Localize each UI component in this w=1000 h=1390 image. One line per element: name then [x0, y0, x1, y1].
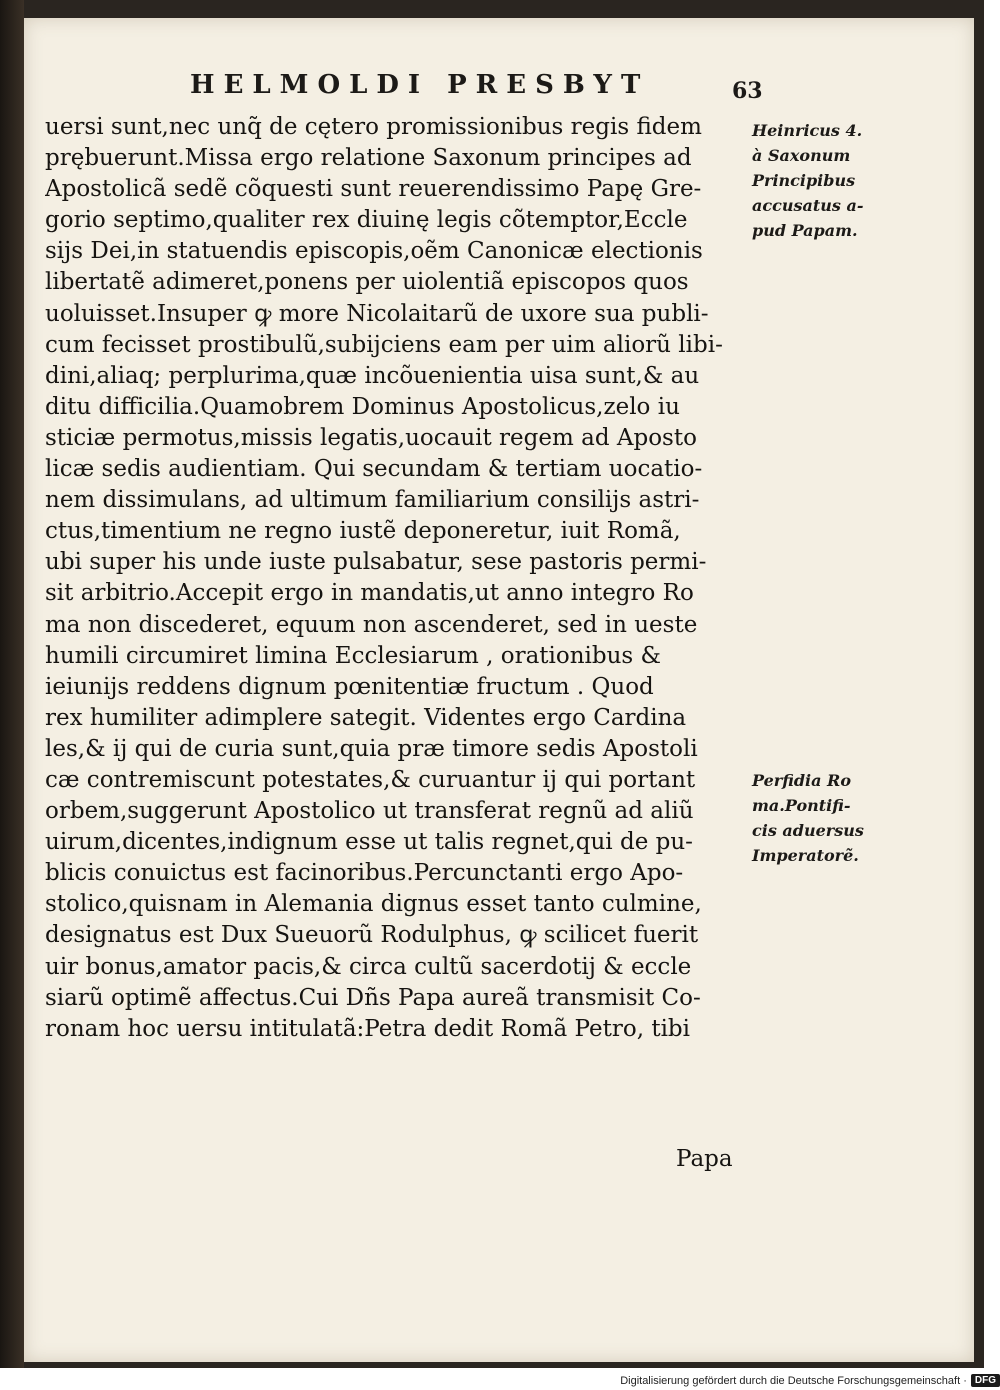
- catchword: Papa: [676, 1146, 733, 1172]
- marginal-note: [752, 768, 902, 868]
- dfg-logo: DFG: [971, 1374, 1000, 1387]
- text-line: ubi super his unde iuste pulsabatur, sese pastoris permi-: [45, 549, 707, 576]
- running-head: HELMOLDI PRESBYT: [190, 70, 650, 100]
- marginal-note-line: à Saxonum: [752, 146, 851, 165]
- marginal-note-line: Principibus: [752, 171, 856, 190]
- footer-bar: Digitalisierung gefördert durch die Deutsche Forschungsgemeinschaft · DFG: [600, 1371, 1000, 1390]
- text-line: siarũ optimẽ affectus.Cui Dñs Papa aureã transmisit Co-: [45, 984, 701, 1011]
- marginal-note-line: Heinricus 4.: [752, 121, 863, 140]
- text-line: nem dissimulans, ad ultimum familiarium consilijs astri-: [45, 487, 700, 514]
- marginal-note: [752, 118, 902, 243]
- text-line: ctus,timentium ne regno iustẽ deponeretur, iuit Romã,: [45, 518, 681, 545]
- text-line: cum fecisset prostibulũ,subijciens eam per uim aliorũ libi-: [45, 331, 723, 358]
- text-line: stolico,quisnam in Alemania dignus esset tanto culmine,: [45, 891, 702, 918]
- binding-shadow: [0, 0, 24, 1368]
- folio-number: 63: [732, 78, 763, 104]
- marginal-note-line: ma.Pontifi-: [752, 796, 851, 815]
- text-line: sijs Dei,in statuendis episcopis,oẽm Canonicæ electionis: [45, 238, 703, 265]
- text-line: ieiunijs reddens dignum pœnitentiæ fructum . Quod: [45, 673, 654, 700]
- text-line: licæ sedis audientiam. Qui secundam & tertiam uocatio-: [45, 456, 703, 483]
- text-line: uoluisset.Insuper ꝙ more Nicolaitarũ de uxore sua publi-: [45, 300, 709, 327]
- text-line: prębuerunt.Missa ergo relatione Saxonum principes ad: [45, 145, 692, 172]
- text-line: humili circumiret limina Ecclesiarum , orationibus &: [45, 642, 662, 669]
- marginal-note-line: Imperatorẽ.: [752, 846, 859, 865]
- text-line: ronam hoc uersu intitulatã:Petra dedit Romã Petro, tibi: [45, 1015, 690, 1042]
- text-line: gorio septimo,qualiter rex diuinę legis cõtemptor,Eccle: [45, 207, 688, 234]
- text-line: ma non discederet, equum non ascenderet, sed in ueste: [45, 611, 698, 638]
- text-line: libertatẽ adimeret,ponens per uiolentiã episcopos quos: [45, 269, 689, 296]
- marginal-note-line: accusatus a-: [752, 196, 864, 215]
- text-line: orbem,suggerunt Apostolico ut transferat regnũ ad aliũ: [45, 798, 694, 825]
- text-line: uirum,dicentes,indignum esse ut talis regnet,qui de pu-: [45, 829, 693, 856]
- text-line: designatus est Dux Sueuorũ Rodulphus, ꝙ scilicet fuerit: [45, 922, 699, 949]
- marginal-note-line: cis aduersus: [752, 821, 864, 840]
- marginal-note-line: pud Papam.: [752, 221, 858, 240]
- text-line: rex humiliter adimplere sategit. Videntes ergo Cardina: [45, 704, 687, 731]
- text-line: les,& ij qui de curia sunt,quia præ timore sedis Apostoli: [45, 735, 698, 762]
- text-line: sticiæ permotus,missis legatis,uocauit regem ad Aposto: [45, 424, 697, 451]
- text-line: dini,aliaq; perplurima,quæ incõuenientia uisa sunt,& au: [45, 362, 700, 389]
- text-line: Apostolicã sedẽ cõquesti sunt reuerendissimo Papę Gre-: [45, 176, 702, 203]
- body-text: [45, 112, 765, 1045]
- text-line: uersi sunt,nec unq̃ de cętero promissionibus regis fidem: [45, 114, 702, 140]
- text-line: cæ contremiscunt potestates,& curuantur ij qui portant: [45, 766, 696, 793]
- funding-credit: Digitalisierung gefördert durch die Deutsche Forschungsgemeinschaft: [620, 1374, 961, 1387]
- text-line: blicis conuictus est facinoribus.Percunctanti ergo Apo-: [45, 860, 684, 887]
- text-line: uir bonus,amator pacis,& circa cultũ sacerdotij & eccle: [45, 953, 692, 980]
- text-line: ditu difficilia.Quamobrem Dominus Apostolicus,zelo iu: [45, 393, 680, 420]
- text-line: sit arbitrio.Accepit ergo in mandatis,ut anno integro Ro: [45, 580, 694, 607]
- marginal-note-line: Perfidia Ro: [752, 771, 852, 790]
